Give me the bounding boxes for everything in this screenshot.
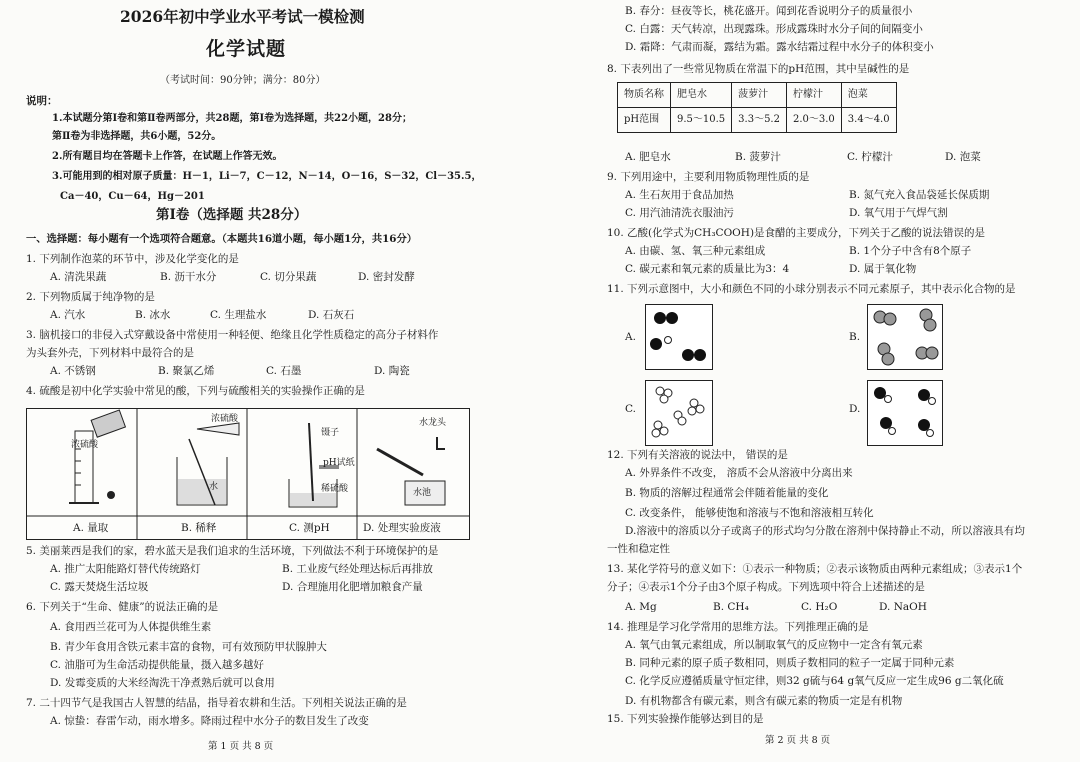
q13-stem: 13. 某化学符号的意义如下：①表示一种物质；②表示该物质由两种元素组成；③表示1个 [607,563,1023,575]
table-cell: pH范围 [618,108,671,133]
subject-title: 化学试题 [206,38,287,60]
q8-options [625,150,981,165]
option: C. 油脂可为生命活动提供能量，摄入越多越好 [50,659,264,671]
page-footer: 第 1 页 共 8 页 [208,741,274,752]
table-cell: 3.3～5.2 [732,108,787,133]
table-row [618,108,897,133]
option: C. 碳元素和氧元素的质量比为3：4 [625,263,790,275]
note-line: 第Ⅱ卷为非选择题，共6小题，52分。 [52,131,222,142]
option: A. 清洗果蔬 [50,271,107,283]
option: B. 物质的溶解过程通常会伴随着能量的变化 [625,487,829,499]
q11-label: D. [849,403,861,415]
q11-label: C. [625,403,636,415]
fig-label: 浓硫酸 [211,414,239,424]
q8-stem: 8. 下表列出了一些常见物质在常温下的pH范围，其中呈碱性的是 [607,63,910,75]
option: D. 泡菜 [945,151,981,163]
table-cell: 2.0～3.0 [786,108,841,133]
q7-stem: 7. 二十四节气是我国古人智慧的结晶，指导着农耕和生活。下列相关说法正确的是 [26,697,407,709]
q13-stem: 分子；④表示1个分子由3个原子构成。下列选项中符合上述描述的是 [607,581,925,593]
table-row [618,83,897,108]
option: B. 沥干水分 [160,271,217,283]
table-cell: 3.4～4.0 [841,108,896,133]
q14-stem: 14. 推理是学习化学常用的思维方法。下列推理正确的是 [607,621,869,633]
option-continuation: 一性和稳定性 [607,543,670,555]
molecule-diagram [867,380,943,446]
option: B. 青少年食用含铁元素丰富的食物，可有效预防甲状腺肿大 [50,641,327,653]
option: C. 切分果蔬 [260,271,317,283]
q15-stem: 15. 下列实验操作能够达到目的是 [607,713,764,725]
q4-figure-drawing [27,409,469,539]
notes-label: 说明： [26,95,58,107]
option: A. 氧气由氧元素组成，所以制取氧气的反应物中一定含有氧元素 [625,639,923,651]
option: D. 石灰石 [308,309,355,321]
molecule-diagram [867,304,943,370]
table-cell: 9.5～10.5 [671,108,732,133]
option: A. 量取 [73,522,109,534]
section-instruction: 一、选择题：每小题有一个选项符合题意。（本题共16道小题，每小题1分，共16分） [26,233,418,245]
option: D.溶液中的溶质以分子或离子的形式均匀分散在溶剂中保持静止不动，所以溶液具有均 [625,525,1025,537]
option: D. 发霉变质的大米经淘洗干净煮熟后就可以食用 [50,677,275,689]
option: B. CH₄ [713,601,749,613]
option: A. 生石灰用于食品加热 [625,189,734,201]
option: D. 陶瓷 [374,365,410,377]
ph-table-wrap [617,82,897,133]
fig-label: 稀硫酸 [321,484,349,494]
option: D. 霜降：气肃而凝，露结为霜。露水结霜过程中水分子的体积变小 [625,41,934,53]
option: D. NaOH [879,601,927,613]
note-line: Ca－40，Cu－64，Hg－201 [60,191,205,202]
fig-label: 水龙头 [419,418,447,428]
q3-stem: 3. 脑机接口的非侵入式穿戴设备中常使用一种轻便、绝缘且化学性质稳定的高分子材料作 [26,329,439,341]
option: C. 化学反应遵循质量守恒定律，则32 g硫与64 g氧气反应一定生成96 g二氧化硫 [625,675,1004,687]
option: A. 食用西兰花可为人体提供维生素 [50,621,212,633]
option: A. 推广太阳能路灯替代传统路灯 [50,563,201,575]
option: A. 汽水 [50,309,86,321]
option: C. H₂O [801,601,838,613]
option: C. 石墨 [266,365,302,377]
option: D. 有机物都含有碳元素，则含有碳元素的物质一定是有机物 [625,695,903,707]
molecule-drawing [646,305,712,369]
option: C. 用汽油清洗衣服油污 [625,207,734,219]
fig-label: 浓硫酸 [71,440,99,450]
fig-label: pH试纸 [323,458,355,468]
option: B. 1个分子中含有8个原子 [849,245,972,257]
molecule-diagram [645,304,713,370]
option: C. 改变条件， 能够使饱和溶液与不饱和溶液相互转化 [625,507,874,519]
option: A. 惊蛰：春雷乍动，雨水增多。降雨过程中水分子的数目发生了改变 [50,715,369,727]
table-cell: 柠檬汁 [786,83,841,108]
table-cell: 物质名称 [618,83,671,108]
note-line: 2.所有题目均在答题卡上作答，在试题上作答无效。 [52,151,283,162]
option: A. 外界条件不改变， 溶质不会从溶液中分离出来 [625,467,853,479]
page-footer: 第 2 页 共 8 页 [765,735,831,746]
exam-info: （考试时间：90分钟；满分：80分） [160,75,326,86]
q13-options [625,600,927,615]
q4-stem: 4. 硫酸是初中化学实验中常见的酸，下列与硫酸相关的实验操作正确的是 [26,385,365,397]
option: D. 合理施用化肥增加粮食产量 [282,581,423,593]
q12-stem: 12. 下列有关溶液的说法中， 错误的是 [607,449,788,461]
option: A. 由碳、氢、氧三种元素组成 [625,245,766,257]
molecule-drawing [868,305,942,369]
q3-options [50,364,410,379]
q3-stem: 为头套外壳，下列材料中最符合的是 [26,347,194,359]
option: B. 春分：昼夜等长，桃花盛开。闻到花香说明分子的质量很小 [625,5,913,17]
q4-figure [26,408,470,540]
option: B. 同种元素的原子质子数相同，则质子数相同的粒子一定属于同种元素 [625,657,955,669]
option: A. 不锈钢 [50,365,96,377]
option: C. 露天焚烧生活垃圾 [50,581,149,593]
q1-stem: 1. 下列制作泡菜的环节中，涉及化学变化的是 [26,253,239,265]
q11-stem: 11. 下列示意图中，大小和颜色不同的小球分别表示不同元素原子，其中表示化合物的是 [607,283,1016,295]
fig-label: 水 [209,482,219,492]
option: B. 氮气充入食品袋延长保质期 [849,189,990,201]
option: C. 柠檬汁 [847,151,893,163]
q9-stem: 9. 下列用途中，主要利用物质物理性质的是 [607,171,810,183]
option: B. 聚氯乙烯 [158,365,215,377]
option: D. 氧气用于气焊气割 [849,207,948,219]
option: D. 密封发酵 [358,271,415,283]
option: B. 稀释 [181,522,217,534]
molecule-drawing [868,381,942,445]
q5-stem: 5. 美丽莱西是我们的家，碧水蓝天是我们追求的生活环境，下列做法不利于环境保护的是 [26,545,439,557]
table-cell: 菠萝汁 [732,83,787,108]
fig-label: 水池 [413,488,432,498]
q11-label: B. [849,331,861,343]
option: D. 属于氧化物 [849,263,917,275]
table-cell: 泡菜 [841,83,896,108]
q1-options [50,270,415,285]
option: B. 冰水 [135,309,171,321]
exam-title: 2026年初中学业水平考试一模检测 [120,7,365,26]
section-title: 第Ⅰ卷（选择题 共28分） [156,207,308,223]
option: B. 菠萝汁 [735,151,781,163]
q2-stem: 2. 下列物质属于纯净物的是 [26,291,155,303]
molecule-diagram [645,380,713,446]
ph-table [617,82,897,133]
option: C. 白露：天气转凉，出现露珠。形成露珠时水分子间的间隔变小 [625,23,923,35]
option: B. 工业废气经处理达标后再排放 [282,563,433,575]
option: A. Mg [625,601,657,613]
table-cell: 肥皂水 [671,83,732,108]
q6-stem: 6. 下列关于“生命、健康”的说法正确的是 [26,601,219,613]
fig-label: 镊子 [321,428,340,438]
option: D. 处理实验废液 [363,522,441,534]
q10-stem: 10. 乙酸(化学式为CH₃COOH)是食醋的主要成分，下列关于乙酸的说法错误的是 [607,227,986,239]
option: C. 测pH [289,522,330,534]
q11-label: A. [625,331,636,343]
note-line: 3.可能用到的相对原子质量：H－1，Li－7，C－12，N－14，O－16，S－32，Cl－35.5， [52,171,482,182]
option: C. 生理盐水 [210,309,267,321]
note-line: 1.本试题分第Ⅰ卷和第Ⅱ卷两部分，共28题，第Ⅰ卷为选择题，共22小题，28分； [52,113,412,124]
q2-options [50,308,354,323]
molecule-drawing [646,381,712,445]
option: A. 肥皂水 [625,151,671,163]
